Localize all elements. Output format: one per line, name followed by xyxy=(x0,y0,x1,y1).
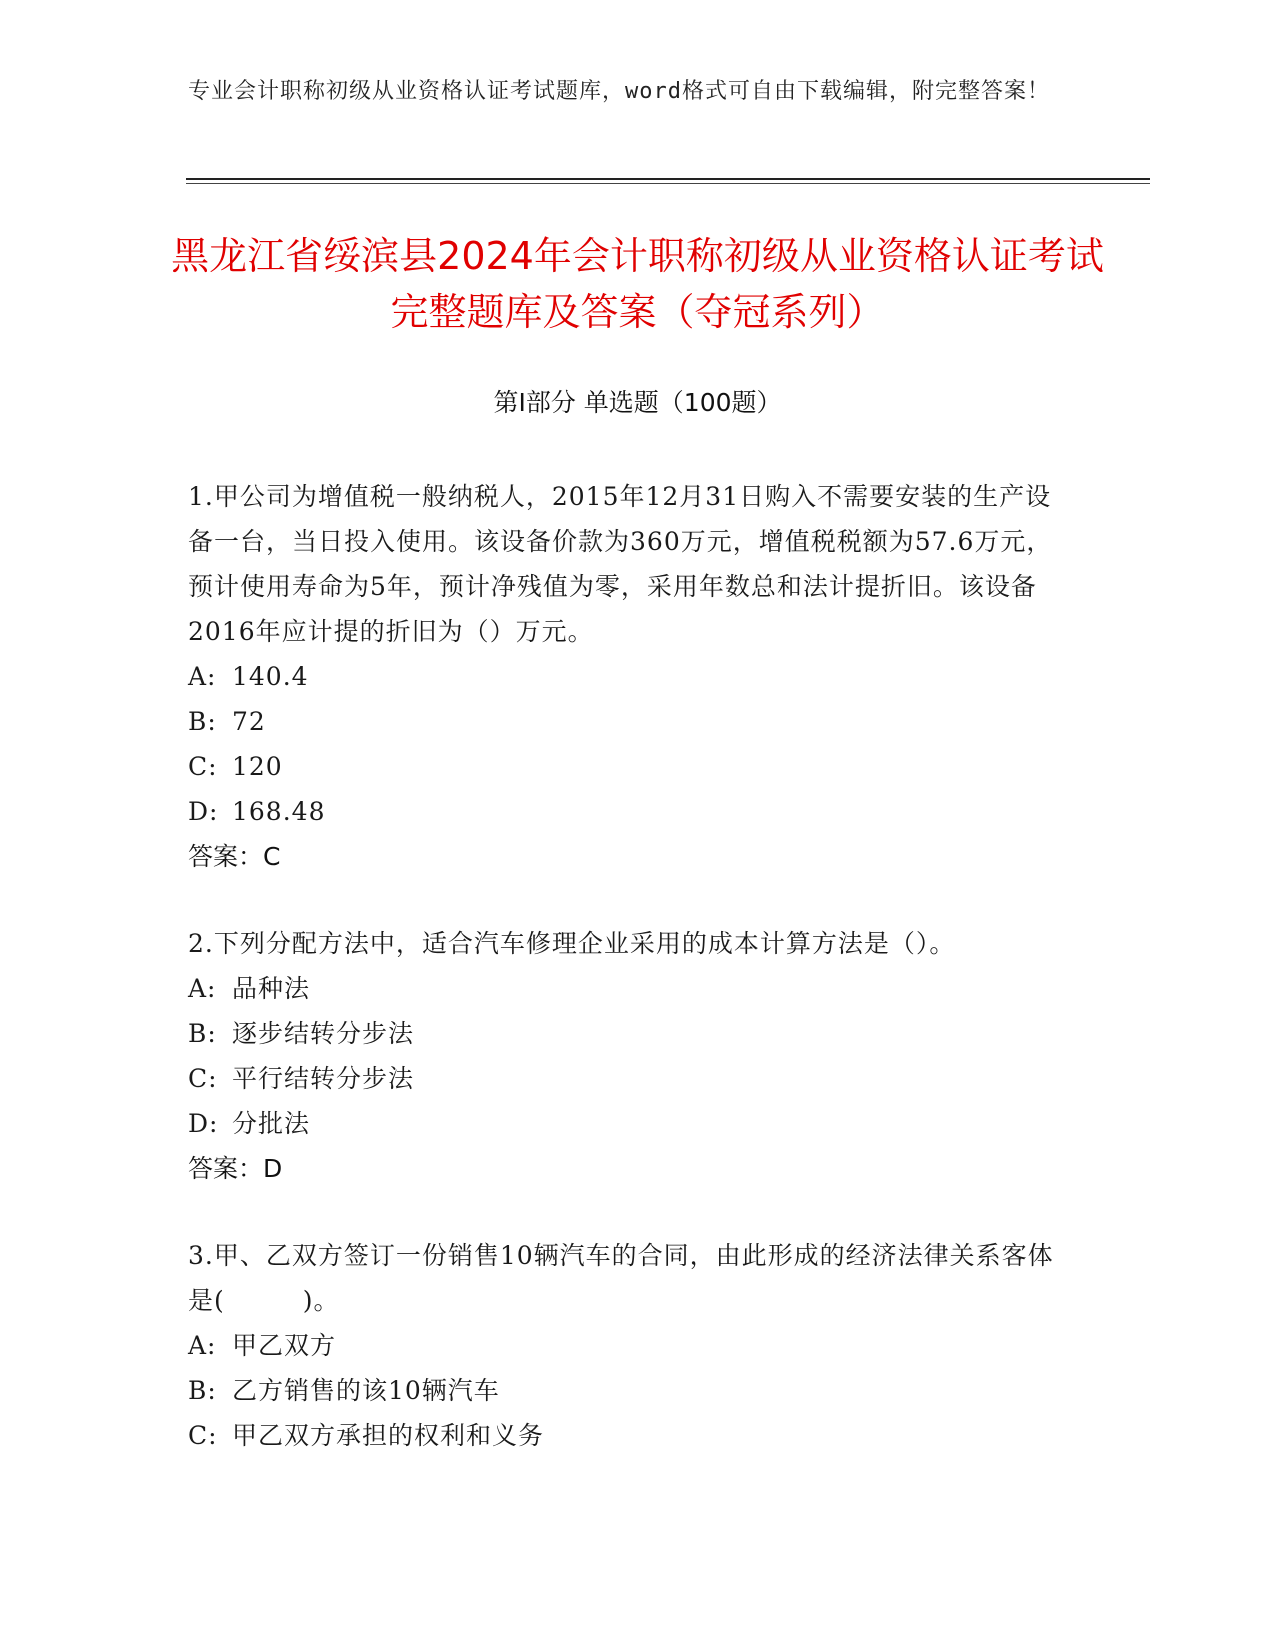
option-key: A: xyxy=(188,1331,217,1360)
option-c xyxy=(188,744,1068,789)
option-a xyxy=(188,966,1068,1011)
option-b xyxy=(188,699,1068,744)
option-text: 品种法 xyxy=(232,974,311,1003)
option-text: 甲乙双方承担的权利和义务 xyxy=(232,1421,545,1450)
question-2 xyxy=(188,921,1068,1191)
option-text: 72 xyxy=(232,707,266,736)
option-key: B: xyxy=(188,707,217,736)
question-stem: 1.甲公司为增值税一般纳税人，2015年12月31日购入不需要安装的生产设备一台，当日投入使用。该设备价款为360万元，增值税税额为57.6万元，预计使用寿命为5年，预计净残值为零，采用年数总和法计提折旧。该设备2016年应计提的折旧为（）万元。 xyxy=(188,482,1053,646)
answer-line: 答案：D xyxy=(188,1154,283,1183)
option-key: B: xyxy=(188,1376,217,1405)
answer-line: 答案：C xyxy=(188,842,281,871)
option-text: 甲乙双方 xyxy=(232,1331,337,1360)
header-rule-thin xyxy=(186,183,1150,184)
question-stem: 2.下列分配方法中，适合汽车修理企业采用的成本计算方法是（）。 xyxy=(188,929,956,958)
option-key: A: xyxy=(188,974,217,1003)
option-key: B: xyxy=(188,1019,217,1048)
option-key: D: xyxy=(188,1109,219,1138)
option-c xyxy=(188,1413,1068,1458)
option-key: D: xyxy=(188,797,219,826)
header-note: 专业会计职称初级从业资格认证考试题库，word格式可自由下载编辑，附完整答案！ xyxy=(188,79,1050,104)
option-text: 168.48 xyxy=(232,797,326,826)
option-text: 分批法 xyxy=(232,1109,311,1138)
option-text: 逐步结转分步法 xyxy=(232,1019,415,1048)
option-key: A: xyxy=(188,662,217,691)
question-list xyxy=(188,474,1068,1500)
option-c xyxy=(188,1056,1068,1101)
option-a xyxy=(188,654,1068,699)
option-text: 乙方销售的该10辆汽车 xyxy=(232,1376,500,1405)
option-b xyxy=(188,1368,1068,1413)
option-d xyxy=(188,789,1068,834)
option-a xyxy=(188,1323,1068,1368)
option-key: C: xyxy=(188,1064,218,1093)
option-text: 平行结转分步法 xyxy=(232,1064,415,1093)
document-title: 黑龙江省绥滨县2024年会计职称初级从业资格认证考试完整题库及答案（夺冠系列） xyxy=(171,234,1104,334)
option-text: 120 xyxy=(232,752,283,781)
question-stem: 3.甲、乙双方签订一份销售10辆汽车的合同，由此形成的经济法律关系客体是( )。 xyxy=(188,1241,1054,1315)
question-1 xyxy=(188,474,1068,879)
header-rule-thick xyxy=(186,178,1150,180)
option-key: C: xyxy=(188,1421,218,1450)
option-b xyxy=(188,1011,1068,1056)
option-text: 140.4 xyxy=(232,662,309,691)
option-d xyxy=(188,1101,1068,1146)
option-key: C: xyxy=(188,752,218,781)
question-3 xyxy=(188,1233,1068,1458)
section-title: 第Ⅰ部分 单选题（100题） xyxy=(493,388,782,417)
